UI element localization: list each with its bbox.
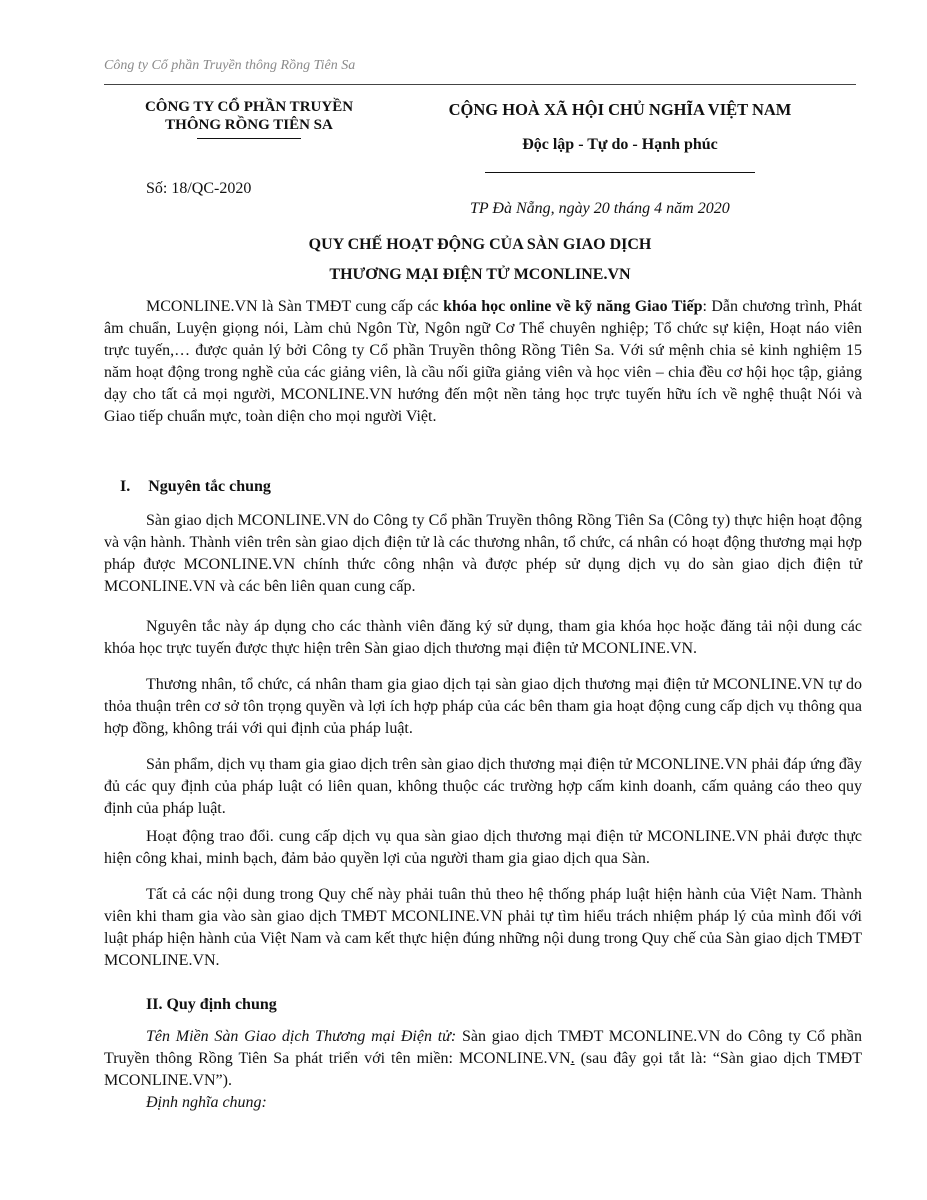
intro-paragraph <box>104 296 862 428</box>
section-1-heading <box>120 478 271 496</box>
company-name: CÔNG TY CỔ PHẦN TRUYỀN THÔNG RỒNG TIÊN SA <box>144 99 354 133</box>
section-2-heading: II. Quy định chung <box>146 996 277 1013</box>
section-1-number: I. <box>120 478 131 495</box>
intro-bold-text: khóa học online về kỹ năng Giao Tiếp <box>443 298 703 315</box>
document-title-line-1: QUY CHẾ HOẠT ĐỘNG CỦA SÀN GIAO DỊCH <box>308 236 652 253</box>
document-number: Số: 18/QC-2020 <box>146 180 252 197</box>
header-rule <box>104 84 856 85</box>
date-line: TP Đà Nẵng, ngày 20 tháng 4 năm 2020 <box>470 200 730 217</box>
issuer-block <box>104 98 394 139</box>
intro-text-1: MCONLINE.VN là Sàn TMĐT cung cấp các <box>146 298 444 315</box>
section-1-title: Nguyên tắc chung <box>148 478 271 495</box>
domain-label: Tên Miền Sàn Giao dịch Thương mại Điện tử: <box>146 1028 457 1045</box>
section-1-paragraph: Sàn giao dịch MCONLINE.VN do Công ty Cổ phần Truyền thông Rồng Tiên Sa (Công ty) thực hiện hoạt động và vận hành. Thành viên trên sàn giao dịch điện tử là các thương nhân, tổ chức, cá nhân có hoạt động thương mại hợp pháp được MCONLINE.VN chính thức công nhận và được phép sử dụng dịch vụ do sàn giao dịch điện tử MCONLINE.VN và các bên liên quan cung cấp. <box>104 512 862 595</box>
domain-paragraph <box>104 1026 862 1092</box>
document-title-line-2: THƯƠNG MẠI ĐIỆN TỬ MCONLINE.VN <box>329 266 631 283</box>
definition-label: Định nghĩa chung: <box>146 1094 267 1111</box>
motto-underline <box>485 172 755 173</box>
running-header: Công ty Cổ phần Truyền thông Rồng Tiên Sa <box>104 58 356 73</box>
intro-text-2: : Dẫn chương trình, Phát âm chuẩn, Luyện giọng nói, Làm chủ Ngôn Từ, Ngôn ngữ Cơ Thể chuyên nghiệp; Tổ chức sự kiện, Hoạt náo viên trực tuyến,… được quản lý bởi Công ty Cổ phần Truyền thông Rồng Tiên Sa. Với sứ mệnh chia sẻ kinh nghiệm 15 năm hoạt động trong nghề của các giảng viên, là cầu nối giữa giảng viên và học viên – chia đều cơ hội học tập, giảng dạy cho tất cả mọi người, MCONLINE.VN hướng đến một nền tảng học trực tuyến hữu ích về nghệ thuật Nói và Giao tiếp chuẩn mực, toàn diện cho mọi người Việt. <box>104 298 863 425</box>
section-1-paragraph: Nguyên tắc này áp dụng cho các thành viên đăng ký sử dụng, tham gia khóa học hoặc đăng tải nội dung các khóa học trực tuyến được thực hiện trên Sàn giao dịch thương mại điện tử MCONLINE.VN. <box>104 618 862 657</box>
national-heading <box>410 100 830 173</box>
nation-name: CỘNG HOÀ XÃ HỘI CHỦ NGHĨA VIỆT NAM <box>448 100 792 119</box>
domain-underlined: . <box>570 1050 575 1067</box>
company-underline <box>197 138 301 139</box>
section-1-paragraph: Sản phẩm, dịch vụ tham gia giao dịch trên sàn giao dịch thương mại điện tử MCONLINE.VN phải đáp ứng đầy đủ các quy định của pháp luật có liên quan, không thuộc các trường hợp cấm kinh doanh, cấm quảng cáo theo quy định của pháp luật. <box>104 756 862 817</box>
section-1-paragraph: Thương nhân, tổ chức, cá nhân tham gia giao dịch tại sàn giao dịch thương mại điện tử MCONLINE.VN tự do thỏa thuận trên cơ sở tôn trọng quyền và lợi ích hợp pháp của các bên tham gia hoạt động cung cấp dịch vụ thông qua hợp đồng, không trái với qui định của pháp luật. <box>104 676 862 737</box>
domain-text-2: (sau đây gọi tắt là: “Sàn giao dịch TMĐT MCONLINE.VN”). <box>104 1050 863 1089</box>
domain-text-1: Sàn giao dịch TMĐT MCONLINE.VN do Công ty Cổ phần Truyền thông Rồng Tiên Sa phát triển với tên miền: MCONLINE.VN <box>104 1028 863 1067</box>
section-1-paragraph: Tất cả các nội dung trong Quy chế này phải tuân thủ theo hệ thống pháp luật hiện hành của Việt Nam. Thành viên khi tham gia vào sàn giao dịch TMĐT MCONLINE.VN phải tự tìm hiểu trách nhiệm pháp lý của mình đối với luật pháp hiện hành của Việt Nam và cam kết thực hiện đúng những nội dung trong Quy chế của Sàn giao dịch TMĐT MCONLINE.VN. <box>104 886 862 969</box>
section-1-paragraph: Hoạt động trao đổi. cung cấp dịch vụ qua sàn giao dịch thương mại điện tử MCONLINE.VN phải được thực hiện công khai, minh bạch, đảm bảo quyền lợi của người tham gia giao dịch qua Sàn. <box>104 828 862 867</box>
national-motto: Độc lập - Tự do - Hạnh phúc <box>522 136 718 153</box>
